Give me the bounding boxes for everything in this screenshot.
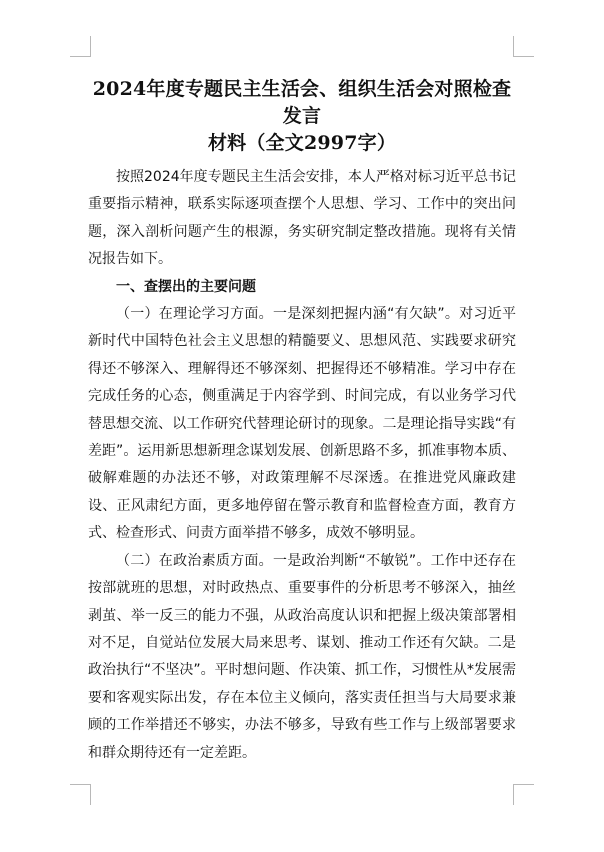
- document-content: [88, 76, 516, 767]
- crop-mark-top-right: [513, 36, 534, 57]
- section-heading: 一、查摆出的主要问题: [116, 278, 256, 295]
- title-line-2: 材料（全文2997字）: [207, 132, 397, 154]
- paragraph-theory-study: （一）在理论学习方面。一是深刻把握内涵“有欠缺”。对习近平新时代中国特色社会主义思想的精髓要义、思想风范、实践要求研究得还不够深入、理解得还不够深刻、把握得还不够精准。学习中存在完成任务的心态，侧重满足于内容学到、时间完成，有以业务学习代替思想交流、以工作研究代替理论研讨的现象。二是理论指导实践“有差距”。运用新思想新理念谋划发展、创新思路不多，抓准事物本质、破解难题的办法还不够，对政策理解不尽深透。在推进党风廉政建设、正风肃纪方面，更多地停留在警示教育和监督检查方面，教育方式、检查形式、问责方面举措不够多，成效不够明显。: [88, 306, 516, 542]
- document-title: [88, 76, 516, 157]
- document-body: [88, 164, 516, 767]
- crop-mark-bottom-left: [70, 784, 91, 805]
- title-line-1: 2024年度专题民主生活会、组织生活会对照检查发言: [92, 78, 512, 127]
- crop-mark-bottom-right: [513, 784, 534, 805]
- paragraph-political-quality: （二）在政治素质方面。一是政治判断“不敏锐”。工作中还存在按部就班的思想，对时政热点、重要事件的分析思考不够深入，抽丝剥茧、举一反三的能力不强，从政治高度认识和把握上级决策部署相对不足，自觉站位发展大局来思考、谋划、推动工作还有欠缺。二是政治执行“不坚决”。平时想问题、作决策、抓工作，习惯性从*发展需要和客观实际出发，存在本位主义倾向，落实责任担当与大局要求兼顾的工作举措还不够实，办法不够多，导致有些工作与上级部署要求和群众期待还有一定差距。: [88, 552, 516, 761]
- intro-paragraph: 按照2024年度专题民主生活会安排，本人严格对标习近平总书记重要指示精神，联系实际逐项查摆个人思想、学习、工作中的突出问题，深入剖析问题产生的根源，务实研究制定整改措施。现将有关情况报告如下。: [88, 169, 516, 268]
- crop-mark-top-left: [70, 36, 91, 57]
